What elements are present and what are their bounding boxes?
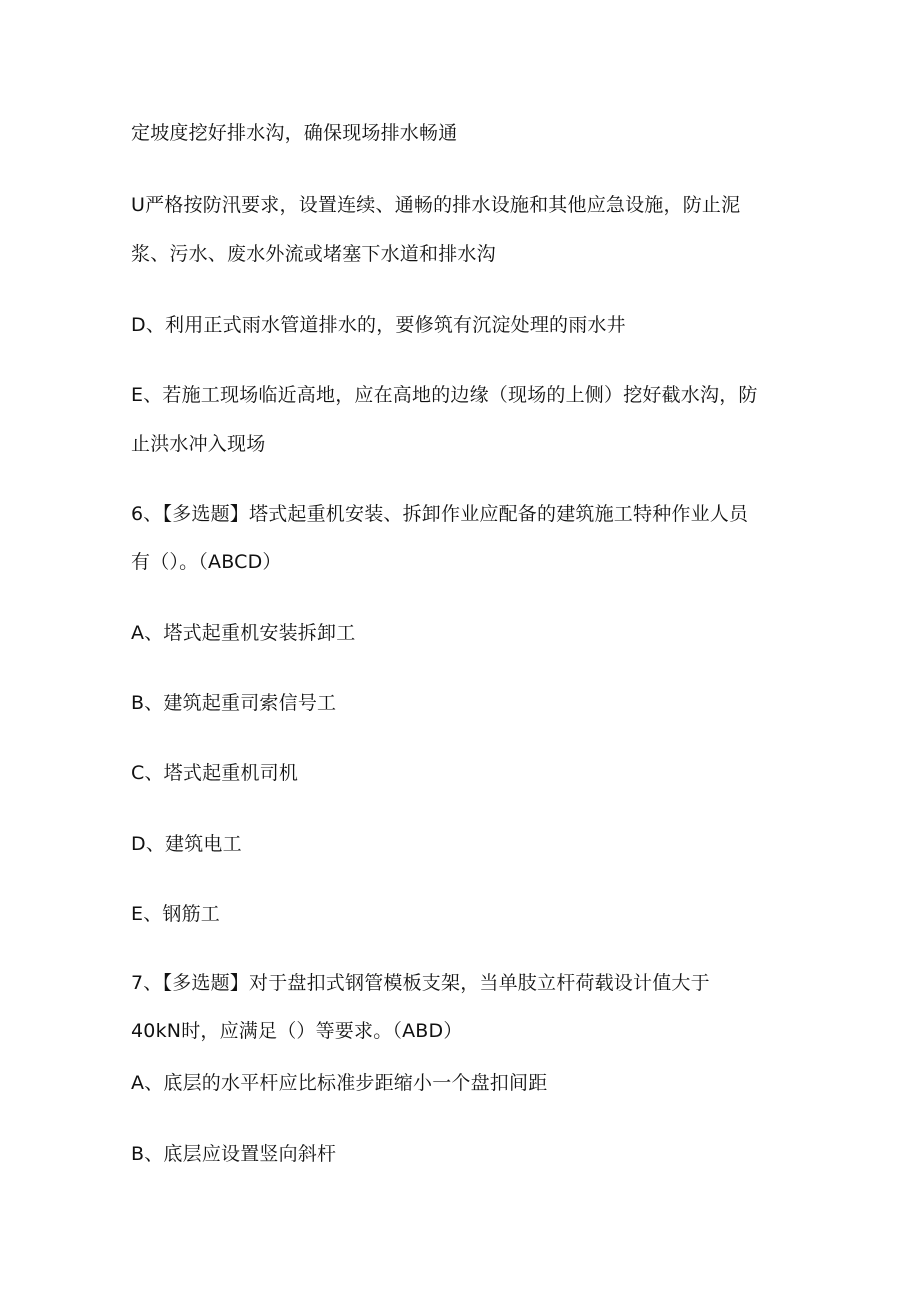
- question-7: 7、【多选题】对于盘扣式钢管模板支架，当单肢立杆荷载设计值大于: [131, 972, 710, 994]
- q6-option-b: B、建筑起重司索信号工: [131, 692, 337, 714]
- text-line-drainage-slope: 定坡度挖好排水沟，确保现场排水畅通: [131, 122, 458, 144]
- question-6: 6、【多选题】塔式起重机安装、拆卸作业应配备的建筑施工特种作业人员: [131, 503, 749, 525]
- text-line-flood-prevention-cont: 浆、污水、废水外流或堵塞下水道和排水沟: [131, 243, 496, 265]
- option-e-highland-cont: 止洪水冲入现场: [131, 433, 266, 455]
- q6-option-c: C、塔式起重机司机: [131, 762, 299, 784]
- q6-option-e: E、钢筋工: [131, 903, 221, 925]
- option-d-rainwater: D、利用正式雨水管道排水的，要修筑有沉淀处理的雨水井: [131, 314, 626, 336]
- question-6-cont: 有（）。（ABCD）: [131, 551, 282, 573]
- q7-option-b: B、底层应设置竖向斜杆: [131, 1143, 337, 1165]
- q6-option-d: D、建筑电工: [131, 833, 242, 855]
- text-line-flood-prevention: U严格按防汛要求，设置连续、通畅的排水设施和其他应急设施，防止泥: [131, 194, 741, 216]
- option-e-highland: E、若施工现场临近高地，应在高地的边缘（现场的上侧）挖好截水沟，防: [131, 384, 758, 406]
- q7-option-a: A、底层的水平杆应比标准步距缩小一个盘扣间距: [131, 1072, 548, 1094]
- question-7-cont: 40kN时，应满足（）等要求。（ABD）: [131, 1020, 463, 1042]
- q6-option-a: A、塔式起重机安装拆卸工: [131, 622, 356, 644]
